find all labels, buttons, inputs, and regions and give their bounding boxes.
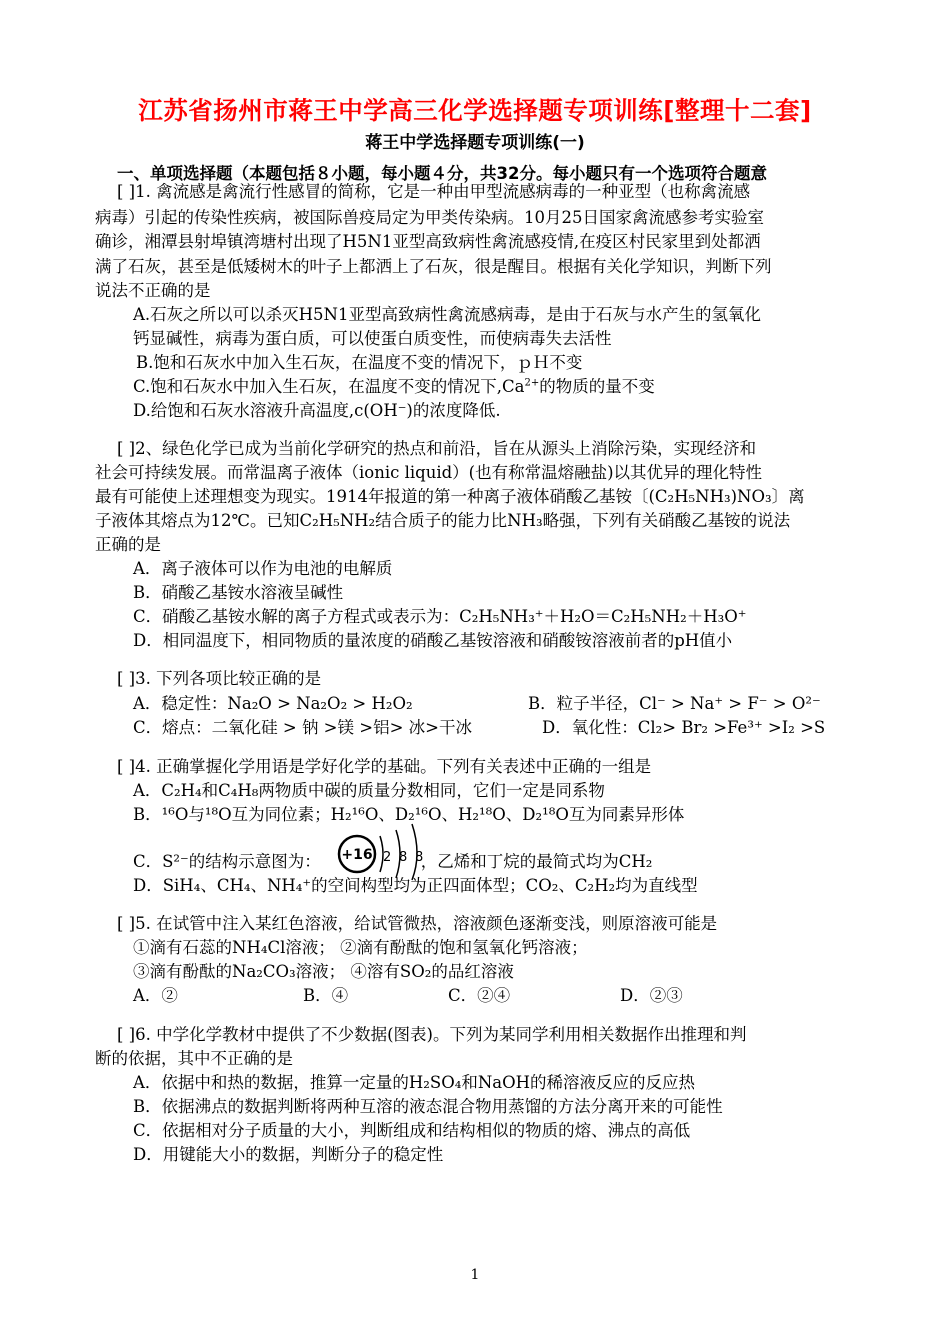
q4-option-a: A．C₂H₄和C₄H₈两物质中碳的质量分数相同，它们一定是同系物: [133, 781, 605, 800]
q6-option-b: B．依据沸点的数据判断将两种互溶的液态混合物用蒸馏的方法分离开来的可能性: [133, 1097, 723, 1116]
q4-stem: [ ]4. 正确掌握化学用语是学好化学的基础。下列有关表述中正确的一组是: [117, 757, 652, 776]
q1-option-d: D.给饱和石灰水溶液升高温度,c(OH⁻)的浓度降低.: [133, 401, 501, 420]
q5-choice-c: C．②④: [448, 986, 511, 1005]
q2-line-4: 子液体其熔点为12℃。已知C₂H₅NH₂结合质子的能力比NH₃略强，下列有关硝酸乙基铵的说法: [95, 511, 791, 530]
q6-option-c: C．依据相对分子质量的大小，判断组成和结构相似的物质的熔、沸点的高低: [133, 1121, 691, 1140]
q2-line-3: 最有可能使上述理想变为现实。1914年报道的第一种离子液体硝酸乙基铵〔(C₂H₅NH₃)NO₃〕离: [95, 487, 805, 506]
q1-option-a-2: 钙显碱性，病毒为蛋白质，可以使蛋白质变性，而使病毒失去活性: [133, 329, 612, 348]
q1-line-4: 满了石灰，甚至是低矮树木的叶子上都洒上了石灰，很是醒目。根据有关化学知识，判断下列: [95, 257, 772, 276]
q2-line-5: 正确的是: [95, 535, 161, 554]
q5-stem: [ ]5. 在试管中注入某红色溶液，给试管微热，溶液颜色逐渐变浅，则原溶液可能是: [117, 914, 718, 933]
q1-option-a-1: A.石灰之所以可以杀灭H5N1亚型高致病性禽流感病毒，是由于石灰与水产生的氢氧化: [133, 305, 761, 324]
q3-stem: [ ]3. 下列各项比较正确的是: [117, 669, 322, 688]
shell-2-count: 8: [399, 850, 408, 865]
q2-line-2: 社会可持续发展。而常温离子液体（ionic liquid）(也有称常温熔融盐)以其优异的理化特性: [95, 463, 763, 482]
q3-option-d: D．氧化性：Cl₂> Br₂ >Fe³⁺ >I₂ >S: [542, 718, 826, 737]
document-title: 江苏省扬州市蒋王中学高三化学选择题专项训练[整理十二套]: [138, 96, 812, 125]
q5-choice-d: D．②③: [620, 986, 683, 1005]
shell-1-count: 2: [383, 850, 392, 865]
q1-option-c: C.饱和石灰水中加入生石灰，在温度不变的情况下$,Ca^{2+}$的物质的量不变: [133, 377, 655, 396]
q2-option-d: D．相同温度下，相同物质的量浓度的硝酸乙基铵溶液和硝酸铵溶液前者的pH值小: [133, 631, 733, 650]
q6-option-d: D．用键能大小的数据，判断分子的稳定性: [133, 1145, 444, 1164]
q2-option-a: A．离子液体可以作为电池的电解质: [133, 559, 393, 578]
sulfide-ion-structure-diagram: [332, 818, 432, 882]
q6-line-2: 断的依据，其中不正确的是: [95, 1049, 293, 1068]
section-heading: 一、单项选择题（本题包括８小题，每小题４分，共32分。每小题只有一个选项符合题意: [117, 164, 767, 183]
q3-option-a: A．稳定性：Na₂O > Na₂O₂ > H₂O₂: [133, 694, 413, 713]
q5-option-3-4: ③滴有酚酞的Na₂CO₃溶液； ④溶有SO₂的品红溶液: [133, 962, 514, 981]
q6-option-a: A．依据中和热的数据，推算一定量的H₂SO₄和NaOH的稀溶液反应的反应热: [133, 1073, 696, 1092]
q5-choice-a: A．②: [133, 986, 178, 1005]
q5-option-1-2: ①滴有石蕊的NH₄Cl溶液； ②滴有酚酞的饱和氢氧化钙溶液；: [133, 938, 588, 957]
q2-option-b: B．硝酸乙基铵水溶液呈碱性: [133, 583, 344, 602]
q2-option-c: C．硝酸乙基铵水解的离子方程式或表示为：C₂H₅NH₃⁺＋H₂O＝C₂H₅NH₂＋H₃O⁺: [133, 607, 747, 626]
q4-option-b: B．¹⁶O与¹⁸O互为同位素；H₂¹⁶O、D₂¹⁶O、H₂¹⁸O、D₂¹⁸O互为同素异形体: [133, 805, 685, 824]
q1-line-3: 确诊，湘潭县射埠镇湾塘村出现了H5N1亚型高致病性禽流感疫情,在疫区村民家里到处都洒: [95, 232, 761, 251]
nucleus-charge: +16: [341, 847, 373, 863]
q1-line-1: [ ]1. 禽流感是禽流行性感冒的简称，它是一种由甲型流感病毒的一种亚型（也称禽流感: [117, 182, 751, 201]
document-subtitle: 蒋王中学选择题专项训练(一): [365, 133, 585, 153]
shell-3-count: 8: [415, 850, 424, 865]
page-number: 1: [470, 1267, 480, 1283]
q4-option-c: C．S²⁻的结构示意图为： ，乙烯和丁烷的最简式均为CH₂: [133, 852, 653, 871]
q1-option-b: B.饱和石灰水中加入生石灰，在温度不变的情况下，ｐＨ不变: [136, 353, 583, 372]
q1-line-2: 病毒）引起的传染性疾病，被国际兽疫局定为甲类传染病。10月25日国家禽流感参考实验室: [95, 208, 764, 227]
q5-choice-b: B．④: [303, 986, 349, 1005]
q2-line-1: [ ]2、绿色化学已成为当前化学研究的热点和前沿，旨在从源头上消除污染，实现经济和: [117, 439, 757, 458]
q6-line-1: [ ]6. 中学化学教材中提供了不少数据(图表)。下列为某同学利用相关数据作出推理和判: [117, 1025, 747, 1044]
q1-line-5: 说法不正确的是: [95, 281, 211, 300]
q4-option-d: D．SiH₄、CH₄、NH₄⁺的空间构型均为正四面体型；CO₂、C₂H₂均为直线型: [133, 876, 698, 895]
q3-option-c: C．熔点：二氧化硅 > 钠 >镁 >铝> 冰>干冰: [133, 718, 472, 737]
q3-option-b: B．粒子半径，Cl⁻ > Na⁺ > F⁻ > O²⁻: [528, 694, 821, 713]
